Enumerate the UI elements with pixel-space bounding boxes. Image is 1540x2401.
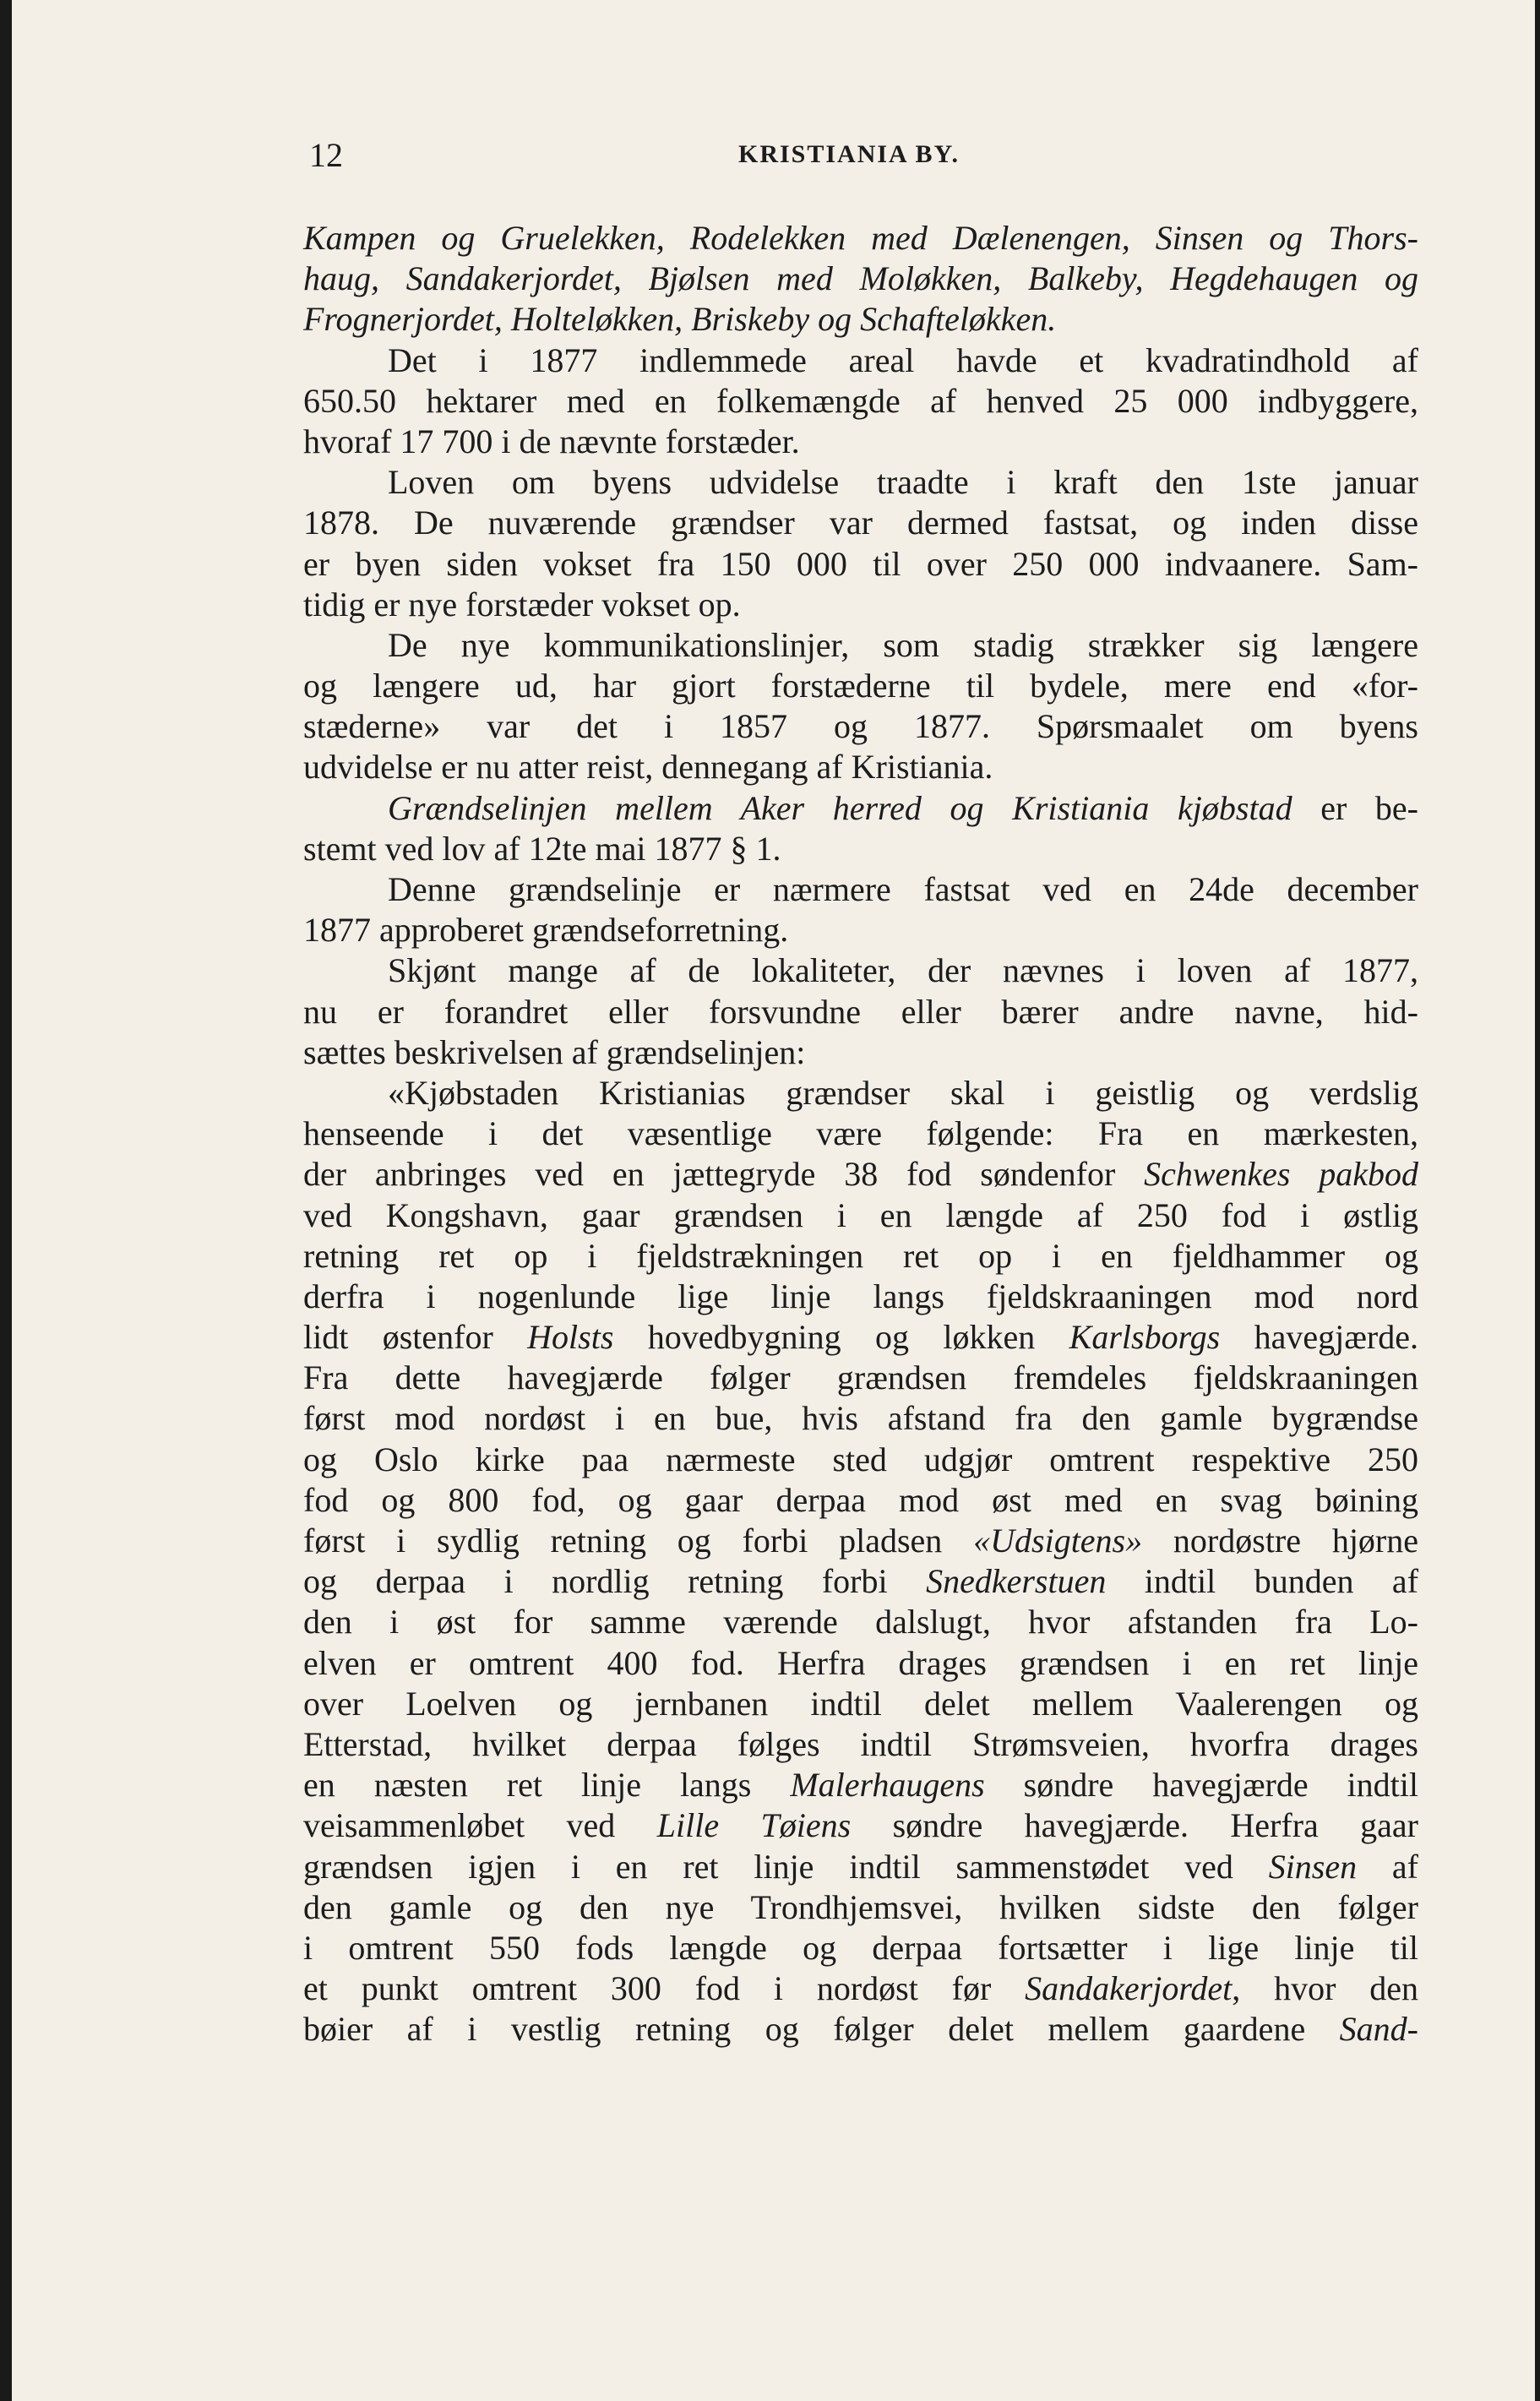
text-line — [303, 299, 1418, 340]
text-segment: et punkt omtrent 300 fod i nordøst før — [303, 1969, 1026, 2008]
italic-segment: Sinsen — [1268, 1847, 1358, 1886]
text-segment: over Loelven og jernbanen indtil delet mellem Vaalerengen og — [303, 1684, 1418, 1723]
italic-segment: Sandakerjordet — [1025, 1969, 1233, 2008]
text-segment: nu er forandret eller forsvundne eller bærer andre navne, hid- — [303, 992, 1418, 1031]
italic-segment: Grændselinjen mellem Aker herred og Kristiania kjøbstad — [388, 788, 1292, 827]
text-line — [303, 259, 1418, 299]
text-line — [303, 503, 1418, 543]
text-segment: udvidelse er nu atter reist, dennegang af Kristiania. — [303, 748, 993, 787]
text-line — [303, 1480, 1418, 1521]
text-line — [303, 2009, 1418, 2050]
italic-segment: Lille Tøiens — [656, 1806, 852, 1845]
text-line — [303, 1195, 1418, 1236]
text-segment: Loven om byens udvidelse traadte i kraft den 1ste januar — [388, 463, 1418, 502]
text-segment: den i øst for samme værende dalslugt, hvor afstanden fra Lo- — [303, 1603, 1418, 1642]
text-segment: elven er omtrent 400 fod. Herfra drages grændsen i en ret linje — [303, 1643, 1418, 1682]
text-segment: først i sydlig retning og forbi pladsen — [303, 1522, 974, 1560]
text-line — [303, 1154, 1418, 1195]
page-number: 12 — [309, 136, 343, 174]
text-line — [303, 1724, 1418, 1765]
text-line — [303, 788, 1418, 829]
text-segment: , hvor den — [1232, 1969, 1419, 2008]
text-segment: i omtrent 550 fods længde og derpaa fortsætter i lige linje til — [303, 1928, 1418, 1967]
text-line — [303, 1805, 1418, 1846]
text-segment: 1877 approberet grændseforretning. — [303, 911, 789, 950]
text-segment: fod og 800 fod, og gaar derpaa mod øst med en svag bøining — [303, 1480, 1418, 1519]
text-segment: stæderne» var det i 1857 og 1877. Spørsmaalet om byens — [303, 707, 1418, 746]
text-line — [303, 625, 1418, 666]
text-segment: stemt ved lov af 12te mai 1877 § 1. — [303, 829, 781, 868]
text-line — [303, 1236, 1418, 1277]
text-segment: hovedbygning og løkken — [613, 1318, 1069, 1357]
text-line — [303, 1277, 1418, 1317]
text-line — [303, 706, 1418, 747]
text-line — [303, 950, 1418, 991]
text-segment: veisammenløbet ved — [303, 1806, 657, 1845]
text-segment: er be- — [1292, 788, 1418, 827]
italic-segment: Schwenkes pakbod — [1144, 1155, 1419, 1194]
italic-segment: Karlsborgs — [1069, 1318, 1221, 1357]
text-segment: retning ret op i fjeldstrækningen ret op i en fjeldhammer og — [303, 1236, 1418, 1275]
text-line — [303, 1887, 1418, 1928]
text-segment: ved Kongshavn, gaar grændsen i en længde af 250 fod i østlig — [303, 1195, 1418, 1234]
text-line — [303, 1602, 1418, 1642]
text-segment: Fra dette havegjærde følger grændsen fremdeles fjeldskraaningen — [303, 1358, 1418, 1397]
text-segment: den gamle og den nye Trondhjemsvei, hvilken sidste den følger — [303, 1887, 1418, 1926]
text-segment: og Oslo kirke paa nærmeste sted udgjør omtrent respektive 250 — [303, 1440, 1418, 1478]
page-header — [12, 135, 1535, 186]
text-segment: 1878. De nuværende grændser var dermed fastsat, og inden disse — [303, 504, 1418, 542]
text-line — [303, 1073, 1418, 1113]
text-line — [303, 747, 1418, 787]
text-line — [303, 381, 1418, 422]
text-segment: en næsten ret linje langs — [303, 1766, 791, 1805]
italic-segment: Holsts — [527, 1318, 614, 1357]
text-segment: tidig er nye forstæder vokset op. — [303, 585, 741, 623]
text-line — [303, 340, 1418, 381]
text-segment: er byen siden vokset fra 150 000 til over 250 000 indvaanere. Sam- — [303, 544, 1418, 583]
text-line — [303, 1358, 1418, 1398]
text-line — [303, 1317, 1418, 1358]
text-segment: af — [1357, 1847, 1418, 1886]
text-line — [303, 1561, 1418, 1602]
text-line — [303, 1113, 1418, 1154]
text-segment: havegjærde. — [1220, 1318, 1419, 1357]
text-segment: Denne grændselinje er nærmere fastsat ved en 24de december — [388, 870, 1418, 908]
italic-segment: Frognerjordet, Holteløkken, Briskeby og Schafteløkken. — [303, 300, 1057, 339]
text-line — [303, 1765, 1418, 1805]
italic-segment: «Udsigtens» — [973, 1522, 1143, 1560]
text-line — [303, 1684, 1418, 1724]
text-segment: 650.50 hektarer med en folkemængde af henved 25 000 indbyggere, — [303, 381, 1418, 420]
text-segment: og længere ud, har gjort forstæderne til bydele, mere end «for- — [303, 667, 1418, 705]
text-segment: søndre havegjærde. Herfra gaar — [851, 1806, 1419, 1845]
italic-segment: Sand- — [1339, 2010, 1418, 2049]
text-segment: indtil bunden af — [1106, 1562, 1419, 1601]
text-line — [303, 422, 1418, 462]
italic-segment: Kampen og Gruelekken, Rodelekken med Dælenengen, Sinsen og Thors- — [303, 219, 1418, 257]
text-line — [303, 585, 1418, 625]
text-segment: bøier af i vestlig retning og følger delet mellem gaardene — [303, 2010, 1340, 2049]
body-text — [303, 218, 1418, 2050]
text-segment: «Kjøbstaden Kristianias grændser skal i geistlig og verdslig — [388, 1073, 1418, 1112]
book-page — [12, 0, 1535, 2401]
italic-segment: Snedkerstuen — [926, 1562, 1107, 1601]
text-line — [303, 1847, 1418, 1887]
text-line — [303, 1398, 1418, 1439]
text-line — [303, 829, 1418, 869]
text-line — [303, 910, 1418, 950]
text-segment: Etterstad, hvilket derpaa følges indtil Strømsveien, hvorfra drages — [303, 1724, 1418, 1763]
text-segment: først mod nordøst i en bue, hvis afstand fra den gamle bygrændse — [303, 1399, 1418, 1438]
running-title: KRISTIANIA BY. — [738, 140, 960, 168]
text-segment: henseende i det væsentlige være følgende: Fra en mærkesten, — [303, 1114, 1418, 1153]
text-line — [303, 218, 1418, 259]
italic-segment: haug, Sandakerjordet, Bjølsen med Moløkken, Balkeby, Hegdehaugen og — [303, 259, 1418, 298]
text-line — [303, 544, 1418, 585]
text-segment: søndre havegjærde indtil — [984, 1766, 1418, 1805]
text-line — [303, 666, 1418, 706]
text-line — [303, 1968, 1418, 2009]
text-line — [303, 1032, 1418, 1073]
text-line — [303, 462, 1418, 503]
text-segment: Skjønt mange af de lokaliteter, der nævnes i loven af 1877, — [388, 951, 1418, 990]
text-segment: sættes beskrivelsen af grændselinjen: — [303, 1032, 806, 1071]
italic-segment: Malerhaugens — [790, 1766, 985, 1805]
text-line — [303, 1643, 1418, 1684]
text-line — [303, 1521, 1418, 1561]
text-segment: der anbringes ved en jættegryde 38 fod søndenfor — [303, 1155, 1145, 1194]
text-segment: lidt østenfor — [303, 1318, 528, 1357]
text-line — [303, 992, 1418, 1032]
text-line — [303, 1440, 1418, 1480]
text-segment: De nye kommunikationslinjer, som stadig strækker sig længere — [388, 625, 1418, 664]
text-segment: grændsen igjen i en ret linje indtil sammenstødet ved — [303, 1847, 1269, 1886]
text-segment: derfra i nogenlunde lige linje langs fjeldskraaningen mod nord — [303, 1277, 1418, 1315]
text-segment: Det i 1877 indlemmede areal havde et kvadratindhold af — [388, 340, 1418, 379]
text-segment: hvoraf 17 700 i de nævnte forstæder. — [303, 422, 800, 460]
text-line — [303, 1928, 1418, 1968]
text-segment: og derpaa i nordlig retning forbi — [303, 1562, 927, 1601]
text-segment: nordøstre hjørne — [1142, 1522, 1419, 1560]
text-line — [303, 869, 1418, 910]
